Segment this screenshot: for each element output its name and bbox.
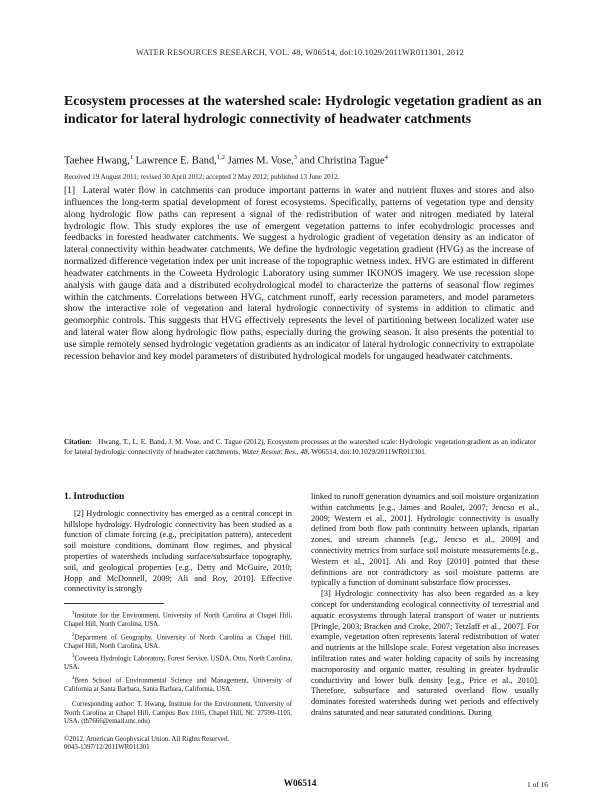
footnote-sup: 4 [72, 675, 75, 681]
corresponding-author: Corresponding author: T. Hwang, Institute for the Environment, University of North Carolina at Chapel Hill, Campus Box 1105, Chapel Hill, NC 27599-1105, USA. (th7666@email.unc.edu) [64, 701, 292, 726]
footnote-sup: 2 [72, 632, 75, 638]
author-affiliation-sup: 1 [129, 154, 133, 161]
footnote-text: Coweeta Hydrologic Laboratory, Forest Service, USDA, Otto, North Carolina, USA. [64, 655, 292, 672]
body-paragraph: [3] Hydrologic connectivity has also been regarded as a key concept for understanding ecological connectivity of terrestrial and aquatic ecosystems through lateral transport of water or nutrients [Pringle, 2003; Bracken and Croke, 2007; Tetzlaff et al., 2007]. For example, vegetation often represents lateral redistribution of water and nutrients at the hillslope scale. Forest vegetation also increases infiltration rates and water holding capacity of soils by increasing macroporosity and organic matter, resulting in greater hydraulic conductivity and lower bulk density [e.g., Price et al., 2010]. Therefore, subsurface and saturated overland flow usually dominates forested watersheds during wet periods and effectively drains saturated and near saturated conditions. During [311, 589, 539, 717]
footnote [64, 610, 292, 629]
publication-dates: Received 19 August 2011; revised 30 April 2012; accepted 2 May 2012; published 13 June 2012. [64, 173, 340, 181]
footnote-sup: 1 [72, 611, 75, 617]
paragraph-marker: [1] [64, 186, 76, 196]
abstract-text: Lateral water flow in catchments can produce important patterns in water and nutrient fluxes and stores and also influences the long-term spatial development of forest ecosystems. Specifically, patterns of vegetation type and density along hydrologic flow paths can represent a signal of the redistribution of water and nitrogen mediated by lateral hydrologic flow. This study explores the use of emergent vegetation patterns to infer ecohydrologic processes and feedbacks in forested headwater catchments. We suggest a hydrologic gradient of vegetation density as an indicator of lateral connectivity within headwater catchments. We define the hydrologic vegetation gradient (HVG) as the increase of normalized difference vegetation index per unit increase of the topographic wetness index. HVG are estimated in different headwater catchments in the Coweeta Hydrologic Laboratory using summer IKONOS imagery. We use recession slope analysis with gauge data and a distributed ecohydrological model to characterize the patterns of seasonal flow regimes within the catchments. Correlations between HVG, catchment runoff, early recession parameters, and model parameters show the interactive role of vegetation and lateral hydrologic connectivity of systems in addition to climatic and geomorphic controls. This suggests that HVG effectively represents the level of partitioning between localized water use and lateral water flow along hydrologic flow paths, especially during the growing season. It also presents the potential to use simple remotely sensed hydrologic vegetation gradients as an indicator of lateral hydrologic connectivity to extrapolate recession behavior and key model parameters of distributed hydrological models for ungauged headwater catchments. [64, 186, 534, 362]
citation-journal: Water Resour. Res., 48, [241, 446, 310, 456]
footnote-text: Institute for the Environment, University of North Carolina at Chapel Hill, Chapel Hill, North Carolina, USA. [64, 612, 292, 629]
footnote-text: Department of Geography, University of North Carolina at Chapel Hill, Chapel Hill, North Carolina, USA. [64, 633, 292, 650]
footnote [64, 632, 292, 651]
author-name: Lawrence E. Band, [135, 155, 217, 167]
article-code: W06514 [283, 779, 317, 789]
section-heading: 1. Introduction [64, 492, 125, 502]
journal-header: WATER RESOURCES RESEARCH, VOL. 48, W06514, doi:10.1029/2011WR011301, 2012 [136, 48, 464, 57]
copyright-block [64, 736, 292, 753]
issn: 0043-1397/12/2011WR011301 [64, 744, 150, 752]
author-affiliation-sup: 1,2 [216, 154, 225, 161]
author-name: Taehee Hwang, [64, 155, 130, 167]
footnote-sup: 3 [72, 654, 75, 660]
author-name: and Christina Tague [299, 155, 385, 167]
author-affiliation-sup: 4 [384, 154, 388, 161]
citation [64, 437, 536, 457]
citation-text: Hwang, T., L. E. Band, J. M. Vose, and C. Tague (2012), Ecosystem processes at the watershed scale: Hydrologic vegetation gradient as an indicator for lateral hydrologic connectivity of headwater catchments, [64, 437, 536, 456]
body-paragraph: linked to runoff generation dynamics and soil moisture organization within catchments [e.g., James and Roulet, 2007; Jencso et al., 2009; Western et al., 2001]. Hydrologic connectivity is usually defined from both flow path continuity between uplands, riparian zones, and stream channels [e.g., Jencso et al., 2009] and connectivity metrics from surface soil moisture measurements [e.g., Western et al., 2001]. Ali and Roy [2010] pointed that these definitions are not contradictory as soil moisture patterns are typically a function of dominant subsurface flow processes. [311, 492, 539, 588]
left-column [64, 492, 292, 753]
author-list [64, 154, 544, 167]
body-paragraph: [2] Hydrologic connectivity has emerged as a central concept in hillslope hydrology. Hydrologic connectivity has been studied as a function of climate forcing (e.g., precipitation pattern), antecedent soil moisture conditions, dominant flow regimes, and physical properties of watersheds including surface/subsurface topography, soil, and geological properties [e.g., Detty and McGuire, 2010; Hopp and McDonnell, 2009; Ali and Roy, 2010]. Effective connectivity is strongly [64, 508, 292, 594]
page-number: 1 of 16 [527, 780, 548, 789]
footnote-text: Bren School of Environmental Science and Management, University of California at Santa Barbara, Santa Barbara, California, USA. [64, 676, 292, 693]
right-column [311, 492, 539, 719]
footnote [64, 653, 292, 672]
footnote-divider [64, 603, 164, 604]
abstract [64, 186, 534, 364]
author-affiliation-sup: 3 [293, 154, 297, 161]
author-name: James M. Vose, [227, 155, 294, 167]
copyright: ©2012. American Geophysical Union. All Rights Reserved. [64, 735, 230, 743]
citation-label: Citation: [64, 437, 92, 446]
citation-doi: W06514, doi:10.1029/2011WR011301. [311, 446, 427, 456]
footnote [64, 675, 292, 694]
paper-title: Ecosystem processes at the watershed scale: Hydrologic vegetation gradient as an indicator for lateral hydrologic connectivity of headwater catchments [64, 93, 542, 126]
